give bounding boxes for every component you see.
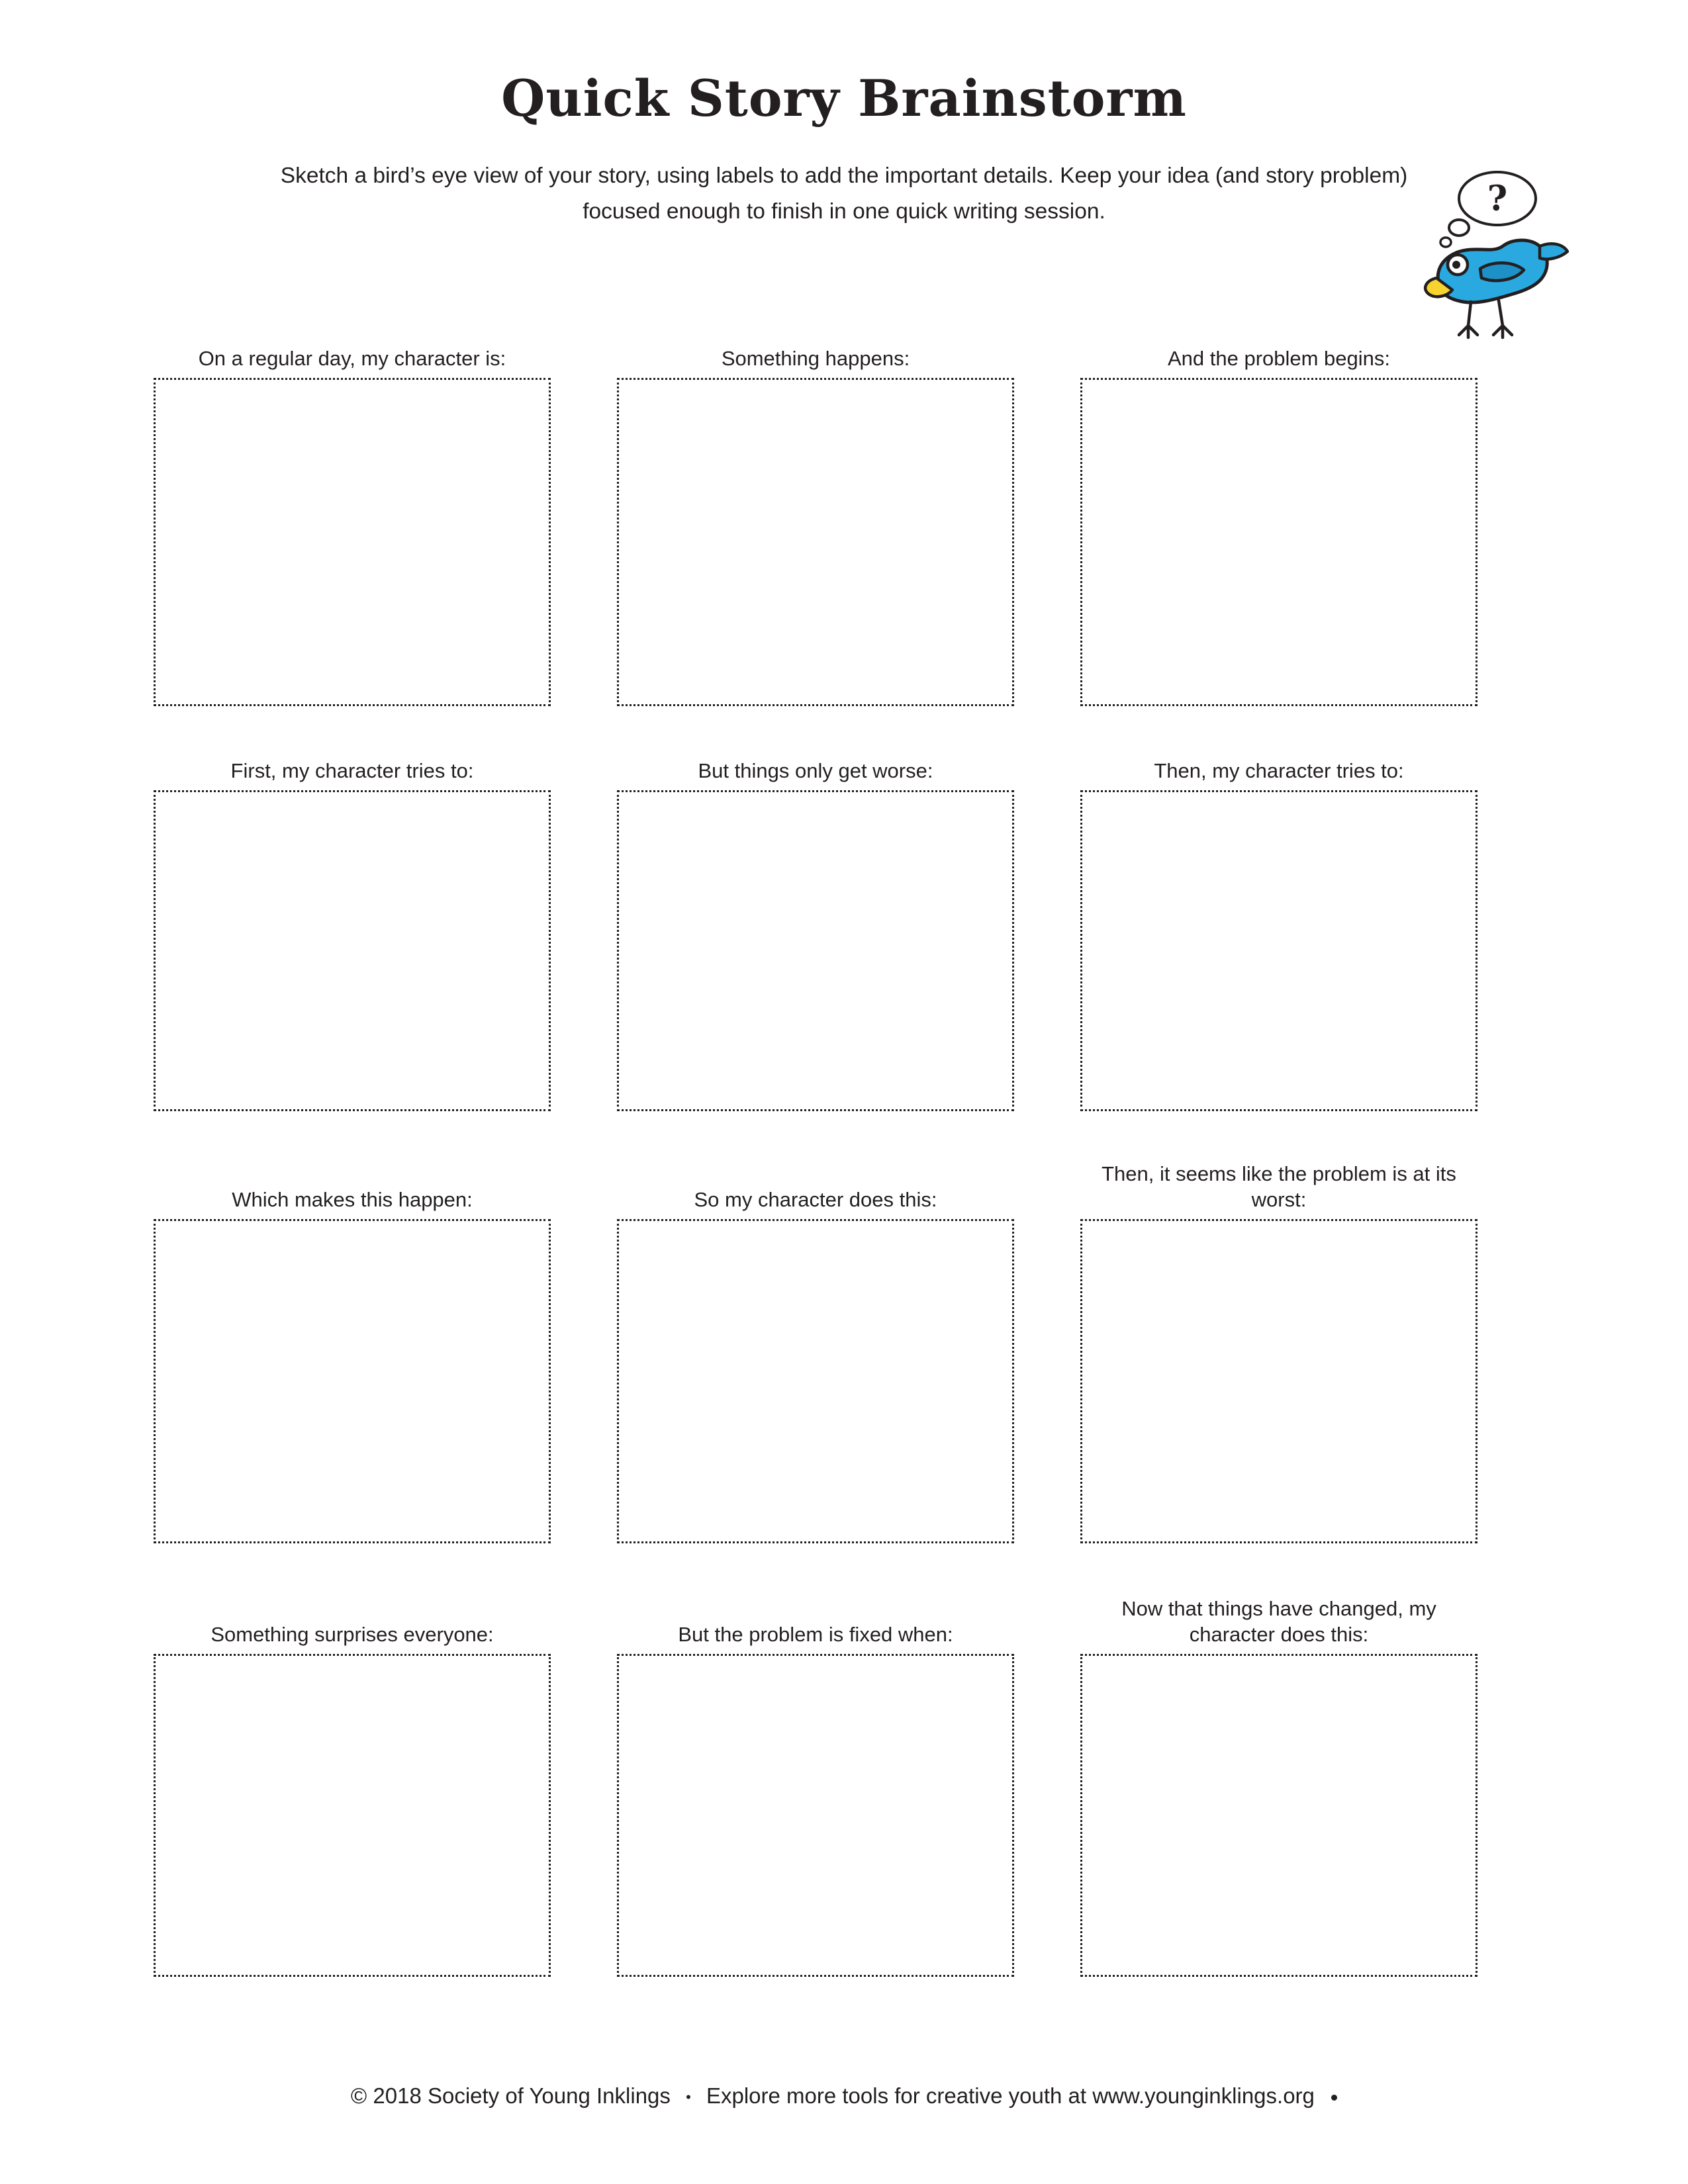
prompt-cell-surprises-everyone <box>154 1594 551 1977</box>
prompt-row <box>154 344 1477 706</box>
prompt-label: Now that things have changed, my character does this: <box>1121 1596 1436 1647</box>
prompt-label: So my character does this: <box>694 1188 937 1212</box>
prompt-label: Then, it seems like the problem is at its worst: <box>1102 1161 1456 1212</box>
drawing-box[interactable] <box>617 790 1014 1111</box>
prompt-label: First, my character tries to: <box>230 759 474 783</box>
prompt-grid <box>154 344 1477 1977</box>
intro-paragraph: Sketch a bird’s eye view of your story, using labels to add the important details. Keep your idea (and story problem) focused enough to finish in one quick writing session. <box>280 163 1408 224</box>
row-spacer <box>154 1543 1477 1594</box>
prompt-cell-then-tries <box>1080 756 1477 1111</box>
drawing-box[interactable] <box>1080 1654 1477 1977</box>
prompt-cell-character-does-this <box>617 1159 1014 1543</box>
prompt-cell-things-worse <box>617 756 1014 1111</box>
drawing-box[interactable] <box>1080 790 1477 1111</box>
drawing-box[interactable] <box>1080 1219 1477 1543</box>
drawing-box[interactable] <box>154 1654 551 1977</box>
drawing-box[interactable] <box>154 790 551 1111</box>
prompt-cell-regular-day <box>154 344 551 706</box>
row-spacer <box>154 1111 1477 1159</box>
footer-separator-icon: • <box>686 2089 691 2106</box>
footer <box>0 2083 1688 2109</box>
prompt-row <box>154 1159 1477 1543</box>
drawing-box[interactable] <box>1080 378 1477 706</box>
prompt-cell-things-changed <box>1080 1594 1477 1977</box>
drawing-box[interactable] <box>154 378 551 706</box>
footer-copyright: © 2018 Society of Young Inklings <box>350 2083 671 2108</box>
prompt-label: Which makes this happen: <box>232 1188 473 1212</box>
row-spacer <box>154 706 1477 756</box>
prompt-label: But things only get worse: <box>698 759 933 783</box>
prompt-label: Something surprises everyone: <box>211 1623 494 1647</box>
prompt-label: Something happens: <box>721 347 910 371</box>
prompt-cell-first-tries <box>154 756 551 1111</box>
prompt-label: But the problem is fixed when: <box>678 1623 953 1647</box>
prompt-row <box>154 1594 1477 1977</box>
page-title: Quick Story Brainstorm <box>501 69 1187 128</box>
prompt-label: On a regular day, my character is: <box>198 347 506 371</box>
footer-end-dot-icon <box>1331 2095 1337 2101</box>
prompt-cell-which-makes-happen <box>154 1159 551 1543</box>
prompt-row <box>154 756 1477 1111</box>
drawing-box[interactable] <box>154 1219 551 1543</box>
prompt-label: Then, my character tries to: <box>1154 759 1404 783</box>
drawing-box[interactable] <box>617 378 1014 706</box>
prompt-cell-problem-fixed <box>617 1594 1014 1977</box>
footer-tagline: Explore more tools for creative youth at www.younginklings.org <box>706 2083 1315 2108</box>
prompt-cell-something-happens <box>617 344 1014 706</box>
drawing-box[interactable] <box>617 1219 1014 1543</box>
prompt-label: And the problem begins: <box>1167 347 1391 371</box>
svg-text:?: ? <box>1487 179 1508 219</box>
drawing-box[interactable] <box>617 1654 1014 1977</box>
prompt-cell-problem-begins <box>1080 344 1477 706</box>
prompt-cell-problem-worst <box>1080 1159 1477 1543</box>
